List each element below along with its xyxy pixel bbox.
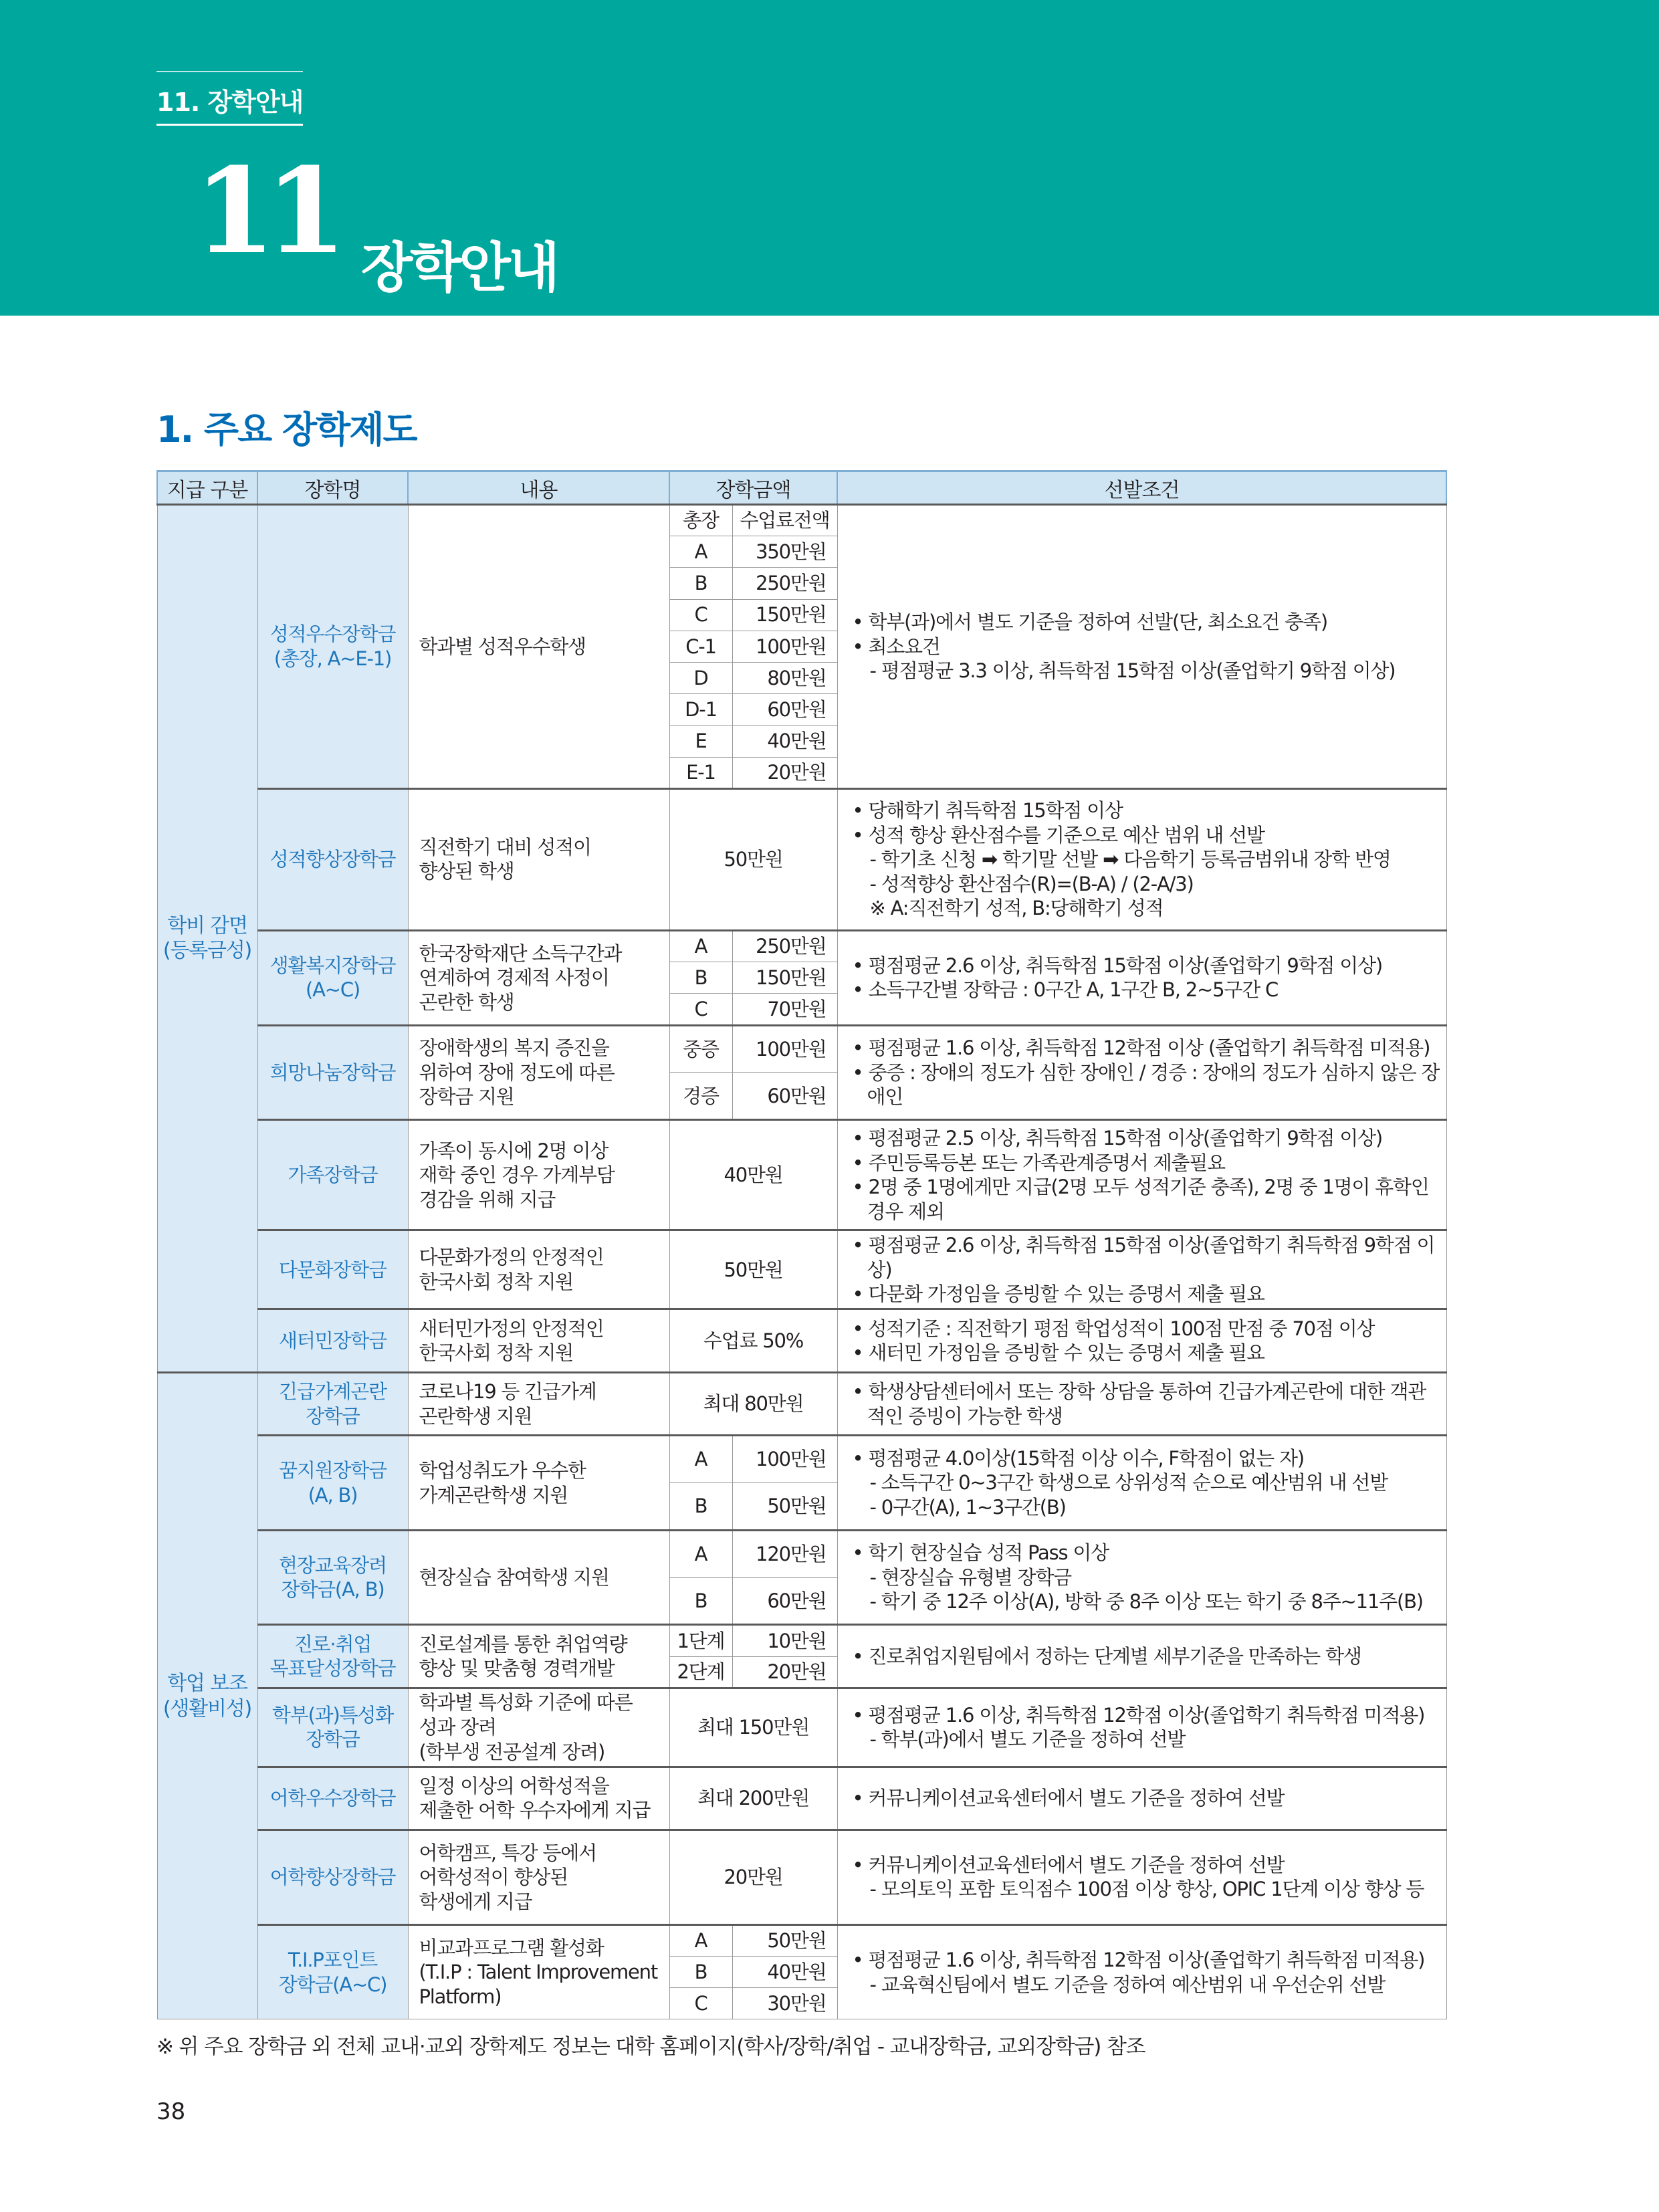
scholarship-content: 한국장학재단 소득구간과 연계하여 경제적 사정이 곤란한 학생 — [408, 931, 669, 1026]
grade-amount: 50만원 — [732, 1924, 837, 1956]
grade-amount: 40만원 — [732, 1956, 837, 1987]
grade-label: 2단계 — [669, 1656, 732, 1688]
condition-line: - 학기초 신청 ➡ 학기말 선발 ➡ 다음학기 등록금범위내 장학 반영 — [869, 848, 1391, 871]
grade-amount: 250만원 — [732, 568, 837, 599]
scholarship-amount: 최대 200만원 — [669, 1767, 837, 1830]
scholarship-name: 희망나눔장학금 — [257, 1025, 408, 1120]
scholarship-name: 성적우수장학금 (총장, A~E-1) — [257, 505, 408, 789]
conditions-cell — [837, 1767, 1446, 1830]
condition-line: - 학기 중 12주 이상(A), 방학 중 8주 이상 또는 학기 중 8주~11주(B) — [869, 1590, 1423, 1614]
amount-subheader: 총장 — [669, 505, 732, 536]
condition-line: • 커뮤니케이션교육센터에서 별도 기준을 정하여 선발 — [852, 1787, 1285, 1810]
scholarship-content: 장애학생의 복지 증진을 위하여 장애 정도에 따른 장학금 지원 — [408, 1025, 669, 1120]
condition-line: • 평점평균 2.5 이상, 취득학점 15학점 이상(졸업학기 9학점 이상) — [852, 1127, 1382, 1150]
grade-label: B — [669, 1577, 732, 1625]
conditions-cell — [837, 1830, 1446, 1925]
conditions-cell — [837, 1120, 1446, 1230]
grade-amount: 20만원 — [732, 757, 837, 788]
conditions-cell — [837, 1309, 1446, 1372]
condition-line: • 진로취업지원팀에서 정하는 단계별 세부기준을 만족하는 학생 — [852, 1644, 1361, 1668]
header-category: 지급 구분 — [157, 471, 257, 505]
conditions-cell — [837, 1372, 1446, 1435]
grade-label: D-1 — [669, 694, 732, 726]
grade-label: C — [669, 994, 732, 1025]
grade-amount: 60만원 — [732, 694, 837, 726]
table-row — [157, 1830, 1446, 1925]
scholarship-amount: 수업료 50% — [669, 1309, 837, 1372]
grade-label: A — [669, 1924, 732, 1956]
scholarship-name: 현장교육장려 장학금(A, B) — [257, 1530, 408, 1625]
grade-amount: 100만원 — [732, 1025, 837, 1073]
conditions-cell — [837, 1625, 1446, 1688]
scholarship-name: T.I.P포인트 장학금(A~C) — [257, 1924, 408, 2019]
table-row — [157, 1436, 1446, 1483]
grade-amount: 250만원 — [732, 931, 837, 962]
scholarship-amount: 20만원 — [669, 1830, 837, 1925]
condition-line: • 당해학기 취득학점 15학점 이상 — [852, 799, 1123, 822]
category-living: 학업 보조 (생활비성) — [157, 1372, 257, 2019]
amount-subheader: 수업료전액 — [732, 505, 837, 536]
condition-line: - 현장실습 유형별 장학금 — [869, 1565, 1071, 1589]
condition-line: • 다문화 가정임을 증빙할 수 있는 증명서 제출 필요 — [852, 1283, 1264, 1306]
table-row — [157, 1120, 1446, 1230]
grade-amount: 120만원 — [732, 1530, 837, 1577]
grade-amount: 20만원 — [732, 1656, 837, 1688]
header-name: 장학명 — [257, 471, 408, 505]
grade-amount: 10만원 — [732, 1625, 837, 1656]
condition-line: - 교육혁신팀에서 별도 기준을 정하여 예산범위 내 우선순위 선발 — [869, 1973, 1386, 1996]
grade-label: B — [669, 1483, 732, 1531]
scholarship-name: 어학우수장학금 — [257, 1767, 408, 1830]
page-number: 38 — [156, 2098, 186, 2125]
scholarship-content: 학과별 성적우수학생 — [408, 505, 669, 789]
condition-line: • 학부(과)에서 별도 기준을 정하여 선발(단, 최소요건 충족) — [852, 611, 1327, 634]
table-row — [157, 1230, 1446, 1309]
conditions-cell — [837, 1230, 1446, 1309]
grade-label: B — [669, 962, 732, 994]
scholarship-content: 가족이 동시에 2명 이상 재학 중인 경우 가계부담 경감을 위해 지급 — [408, 1120, 669, 1230]
grade-amount: 70만원 — [732, 994, 837, 1025]
scholarship-amount: 50만원 — [669, 1230, 837, 1309]
chapter-title: 장학안내 — [361, 237, 558, 299]
grade-amount: 60만원 — [732, 1577, 837, 1625]
grade-amount: 350만원 — [732, 536, 837, 568]
scholarship-content: 새터민가정의 안정적인 한국사회 정착 지원 — [408, 1309, 669, 1372]
table-row — [157, 931, 1446, 962]
condition-line: • 평점평균 1.6 이상, 취득학점 12학점 이상(졸업학기 취득학점 미적용) — [852, 1949, 1425, 1971]
grade-label: C — [669, 599, 732, 631]
condition-line: • 학기 현장실습 성적 Pass 이상 — [852, 1541, 1109, 1565]
header-amount: 장학금액 — [669, 471, 837, 505]
condition-line: • 평점평균 2.6 이상, 취득학점 15학점 이상(졸업학기 취득학점 9학점 이상) — [852, 1234, 1435, 1281]
grade-label: 경증 — [669, 1073, 732, 1120]
condition-line: ※ A:직전학기 성적, B:당해학기 성적 — [869, 897, 1164, 920]
grade-label: 1단계 — [669, 1625, 732, 1656]
scholarship-name: 긴급가계곤란 장학금 — [257, 1372, 408, 1435]
grade-amount: 150만원 — [732, 599, 837, 631]
grade-label: E — [669, 726, 732, 757]
condition-line: • 평점평균 4.0이상(15학점 이상 이수, F학점이 없는 자) — [852, 1446, 1304, 1470]
condition-line: - 학부(과)에서 별도 기준을 정하여 선발 — [869, 1728, 1186, 1751]
scholarship-name: 꿈지원장학금 (A, B) — [257, 1436, 408, 1531]
conditions-cell — [837, 1025, 1446, 1120]
condition-line: • 최소요건 — [852, 635, 940, 658]
grade-amount: 100만원 — [732, 631, 837, 662]
scholarship-name: 가족장학금 — [257, 1120, 408, 1230]
grade-amount: 100만원 — [732, 1436, 837, 1483]
condition-line: • 평점평균 2.6 이상, 취득학점 15학점 이상(졸업학기 9학점 이상) — [852, 954, 1382, 977]
table-row — [157, 1767, 1446, 1830]
scholarship-content: 진로설계를 통한 취업역량 향상 및 맞춤형 경력개발 — [408, 1625, 669, 1688]
grade-label: E-1 — [669, 757, 732, 788]
condition-line: - 평점평균 3.3 이상, 취득학점 15학점 이상(졸업학기 9학점 이상) — [869, 659, 1396, 683]
grade-amount: 150만원 — [732, 962, 837, 994]
table-header-row — [157, 471, 1446, 505]
grade-amount: 50만원 — [732, 1483, 837, 1531]
table-row — [157, 788, 1446, 930]
scholarship-table-body — [157, 505, 1446, 2019]
conditions-cell — [837, 1436, 1446, 1531]
scholarship-name: 학부(과)특성화 장학금 — [257, 1688, 408, 1767]
table-row — [157, 1625, 1446, 1656]
header-conditions: 선발조건 — [837, 471, 1446, 505]
condition-line: • 평점평균 1.6 이상, 취득학점 12학점 이상 (졸업학기 취득학점 미적용) — [852, 1036, 1430, 1060]
scholarship-content: 비교과프로그램 활성화 (T.I.P : Talent Improvement Platform) — [408, 1924, 669, 2019]
category-tuition: 학비 감면 (등록금성) — [157, 505, 257, 1373]
conditions-cell — [837, 1688, 1446, 1767]
grade-label: B — [669, 1956, 732, 1987]
chapter-number: 11 — [194, 142, 336, 280]
grade-amount: 80만원 — [732, 662, 837, 693]
scholarship-name: 다문화장학금 — [257, 1230, 408, 1309]
table-row — [157, 1688, 1446, 1767]
table-row — [157, 1025, 1446, 1073]
conditions-cell — [837, 1924, 1446, 2019]
condition-line: • 평점평균 1.6 이상, 취득학점 12학점 이상(졸업학기 취득학점 미적용) — [852, 1703, 1425, 1727]
grade-amount: 60만원 — [732, 1073, 837, 1120]
condition-line: • 소득구간별 장학금 : 0구간 A, 1구간 B, 2~5구간 C — [852, 978, 1279, 1002]
condition-line: • 성적 향상 환산점수를 기준으로 예산 범위 내 선발 — [852, 823, 1264, 847]
grade-label: C — [669, 1988, 732, 2019]
conditions-cell — [837, 505, 1446, 789]
condition-line: • 새터민 가정임을 증빙할 수 있는 증명서 제출 필요 — [852, 1341, 1264, 1365]
grade-label: A — [669, 536, 732, 568]
scholarship-name: 어학향상장학금 — [257, 1830, 408, 1925]
scholarship-table-wrapper — [156, 470, 1446, 2019]
scholarship-content: 학업성취도가 우수한 가계곤란학생 지원 — [408, 1436, 669, 1531]
conditions-cell — [837, 1530, 1446, 1625]
scholarship-content: 다문화가정의 안정적인 한국사회 정착 지원 — [408, 1230, 669, 1309]
footnote: ※ 위 주요 장학금 외 전체 교내·교외 장학제도 정보는 대학 홈페이지(학사/장학/취업 - 교내장학금, 교외장학금) 참조 — [156, 2035, 1145, 2059]
table-row — [157, 1309, 1446, 1372]
scholarship-content: 학과별 특성화 기준에 따른 성과 장려 (학부생 전공설계 장려) — [408, 1688, 669, 1767]
grade-label: B — [669, 568, 732, 599]
scholarship-content: 어학캠프, 특강 등에서 어학성적이 향상된 학생에게 지급 — [408, 1830, 669, 1925]
scholarship-table — [156, 470, 1447, 2019]
table-row — [157, 1372, 1446, 1435]
condition-line: - 소득구간 0~3구간 학생으로 상위성적 순으로 예산범위 내 선발 — [869, 1471, 1388, 1495]
scholarship-amount: 40만원 — [669, 1120, 837, 1230]
scholarship-name: 성적향상장학금 — [257, 788, 408, 930]
table-row — [157, 505, 1446, 536]
condition-line: - 성적향상 환산점수(R)=(B-A) / (2-A/3) — [869, 872, 1194, 895]
condition-line: • 2명 중 1명에게만 지급(2명 모두 성적기준 충족), 2명 중 1명이 휴학인 경우 제외 — [852, 1176, 1429, 1223]
scholarship-content: 현장실습 참여학생 지원 — [408, 1530, 669, 1625]
condition-line: • 주민등록등본 또는 가족관계증명서 제출필요 — [852, 1151, 1225, 1174]
scholarship-amount: 최대 80만원 — [669, 1372, 837, 1435]
scholarship-content: 일정 이상의 어학성적을 제출한 어학 우수자에게 지급 — [408, 1767, 669, 1830]
scholarship-name: 생활복지장학금 (A~C) — [257, 931, 408, 1026]
condition-line: • 커뮤니케이션교육센터에서 별도 기준을 정하여 선발 — [852, 1853, 1285, 1876]
condition-line: - 0구간(A), 1~3구간(B) — [869, 1495, 1066, 1519]
grade-amount: 40만원 — [732, 726, 837, 757]
conditions-cell — [837, 788, 1446, 930]
conditions-cell — [837, 931, 1446, 1026]
table-row — [157, 1530, 1446, 1577]
condition-line: - 모의토익 포함 토익점수 100점 이상 향상, OPIC 1단계 이상 향상 등 — [869, 1878, 1424, 1901]
table-row — [157, 1924, 1446, 1956]
grade-label: A — [669, 931, 732, 962]
grade-label: A — [669, 1530, 732, 1577]
breadcrumb: 11. 장학안내 — [156, 82, 303, 126]
grade-label: C-1 — [669, 631, 732, 662]
scholarship-content: 코로나19 등 긴급가계 곤란학생 지원 — [408, 1372, 669, 1435]
scholarship-content: 직전학기 대비 성적이 향상된 학생 — [408, 788, 669, 930]
condition-line: • 성적기준 : 직전학기 평점 학업성적이 100점 만점 중 70점 이상 — [852, 1317, 1375, 1340]
scholarship-name: 진로·취업 목표달성장학금 — [257, 1625, 408, 1688]
condition-line: • 중증 : 장애의 정도가 심한 장애인 / 경증 : 장애의 정도가 심하지 않은 장애인 — [852, 1061, 1440, 1109]
section-title: 1. 주요 장학제도 — [156, 409, 417, 451]
scholarship-amount: 50만원 — [669, 788, 837, 930]
grade-label: D — [669, 662, 732, 693]
grade-label: A — [669, 1436, 732, 1483]
grade-amount: 30만원 — [732, 1988, 837, 2019]
condition-line: • 학생상담센터에서 또는 장학 상담을 통하여 긴급가계곤란에 대한 객관적인 증빙이 가능한 학생 — [852, 1379, 1426, 1428]
header-content: 내용 — [408, 471, 669, 505]
scholarship-name: 새터민장학금 — [257, 1309, 408, 1372]
scholarship-amount: 최대 150만원 — [669, 1688, 837, 1767]
grade-label: 중증 — [669, 1025, 732, 1073]
